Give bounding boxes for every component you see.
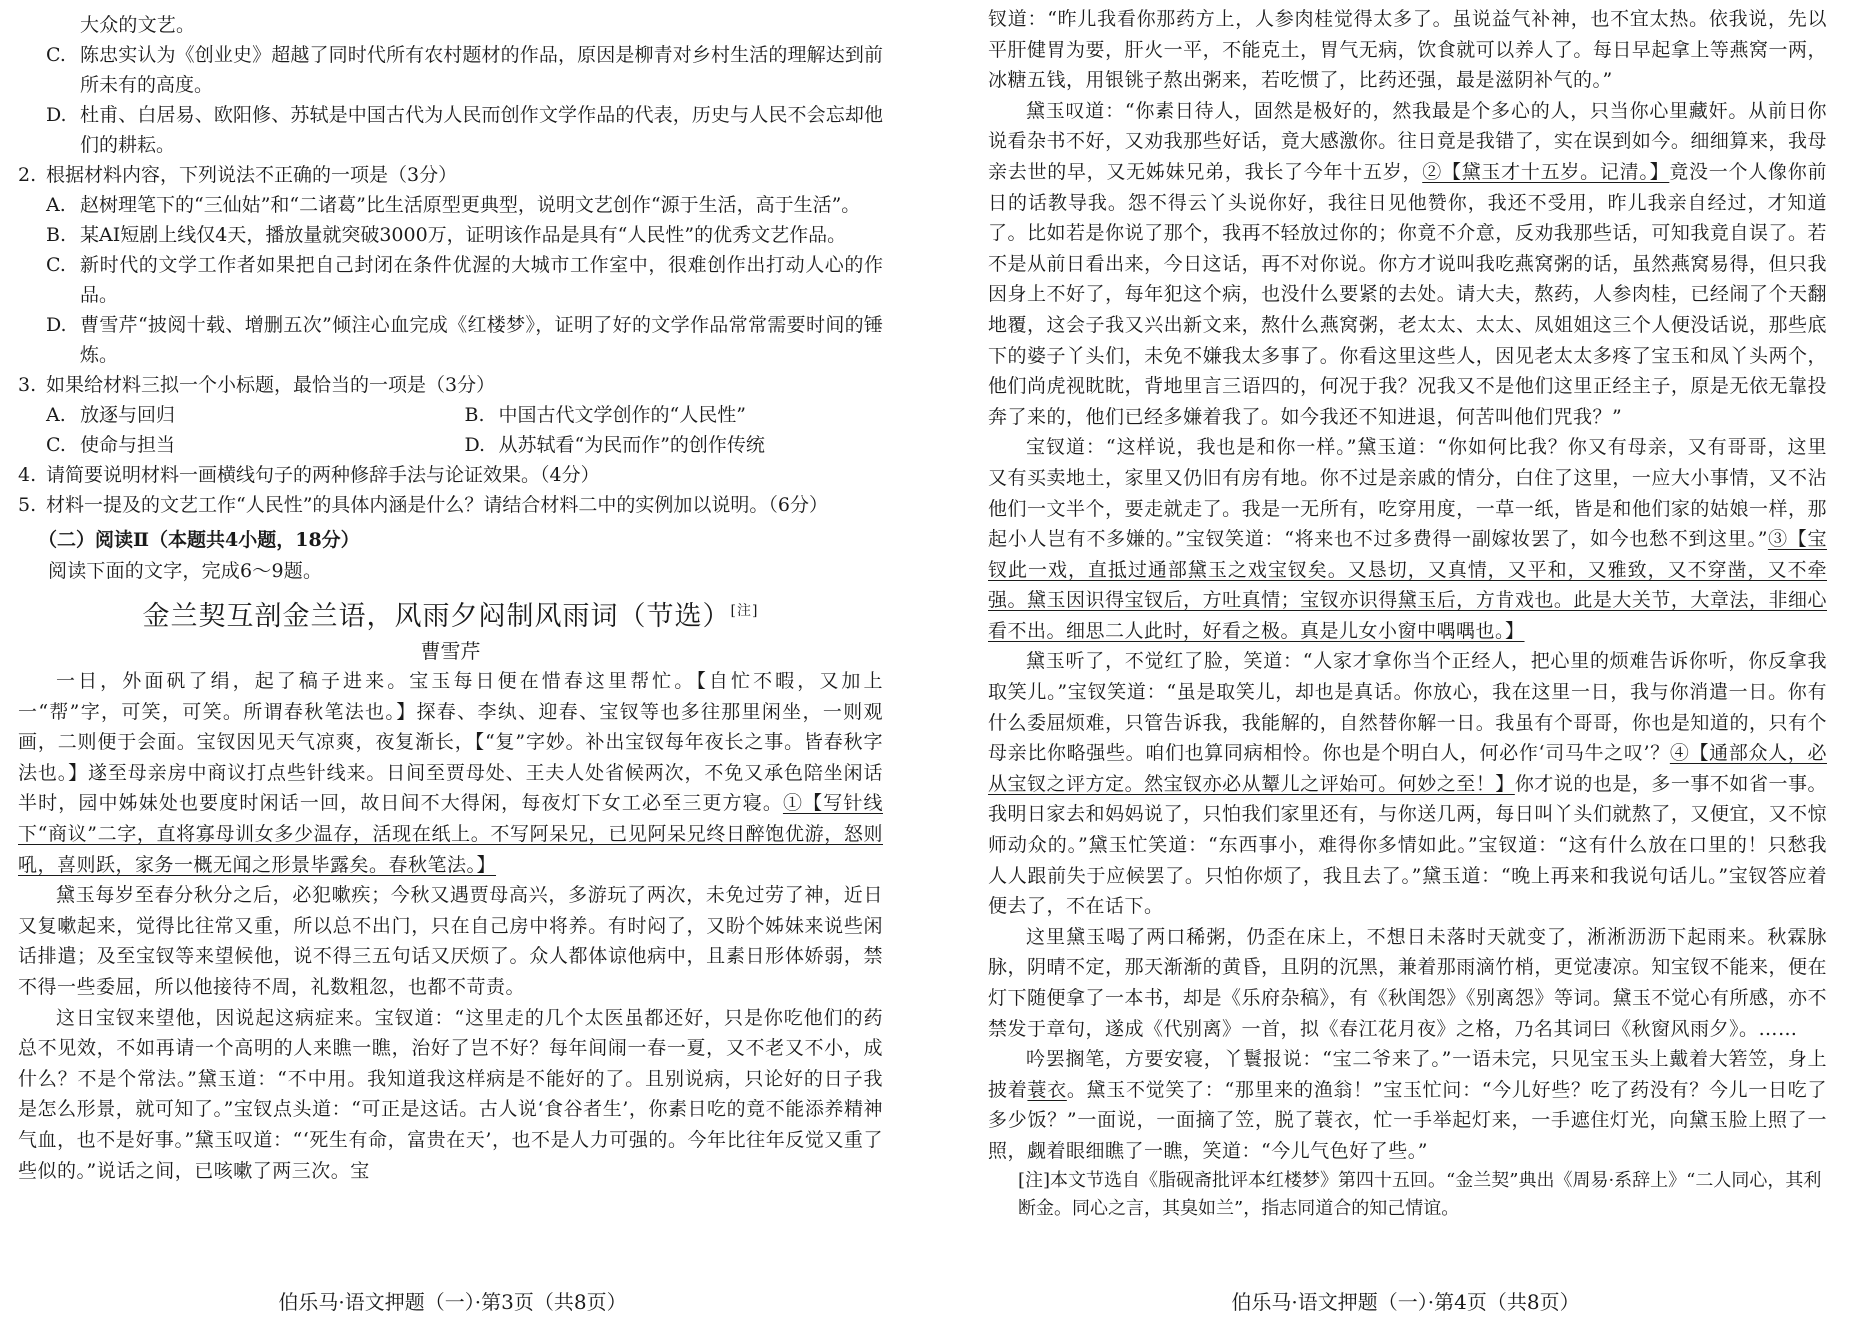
option-label: C. [46, 254, 66, 276]
option-label: A. [46, 194, 66, 216]
annotation-2: ②【黛玉才十五岁。记清。】 [1422, 160, 1670, 183]
passage-paragraph-7: 这里黛玉喝了两口稀粥，仍歪在床上，不想日未落时天就变了，淅淅沥沥下起雨来。秋霖脉脉，阴晴不定，那天渐渐的黄昏，且阴的沉黑，兼着那雨滴竹梢，更觉凄凉。知宝钗不能来，便在灯下随便拿了一本书，却是《乐府杂稿》，有《秋闺怨》《别离怨》等词。黛玉不觉心有所感，亦不禁发于章句，遂成《代别离》一首，拟《春江花月夜》之格，乃名其词曰《秋窗风雨夕》。…… [988, 925, 1828, 1040]
paragraph-text: 一日，外面矾了绢，起了稿子进来。宝玉每日便在惜春这里帮忙。【自忙不暇，又加上一“帮”字，可笑，可笑。所谓春秋笔法也。】探春、李纨、迎春、宝钗等也多往那里闲坐，一则观画，二则便于会面。宝钗因见天气凉爽，夜复渐长，【“复”字妙。补出宝钗每年夜长之事。皆春秋字法也。】遂至母亲房中商议打点些针线来。日间至贾母处、王夫人处省候两次，不免又承色陪坐闲话半时，园中姊妹处也要度时闲话一回，故日间不大得闲，每夜灯下女工必至三更方寝。 [18, 670, 883, 815]
passage-paragraph-6 [988, 646, 1827, 921]
title-note-mark: [注] [730, 603, 759, 619]
option-text: 杜甫、白居易、欧阳修、苏轼是中国古代为人民而创作文学作品的代表，历史与人民不会忘却他们的耕耘。 [80, 104, 883, 156]
q1-tail: 大众的文艺。 [80, 14, 196, 36]
passage-paragraph-2: 黛玉每岁至春分秋分之后，必犯嗽疾；今秋又遇贾母高兴，多游玩了两次，未免过劳了神，近日又复嗽起来，觉得比往常又重，所以总不出门，只在自己房中将养。有时闷了，又盼个姊妹来说些闲话排遣；及至宝钗等来望候他，说不得三五句话又厌烦了。众人都体谅他病中，且素日形体娇弱，禁不得一些委屈，所以他接待不周，礼数粗忽，也都不苛责。 [18, 884, 883, 998]
passage-paragraph-3-cont: 钗道：“昨儿我看你那药方上，人参肉桂觉得太多了。虽说益气补神，也不宜太热。依我说，先以平肝健胃为要，肝火一平，不能克土，胃气无病，饮食就可以养人了。每日早起拿上等燕窝一两，冰糖五钱，用银铫子熬出粥来，若吃惯了，比药还强，最是滋阴补气的。” [988, 8, 1827, 92]
option-label: A. [46, 404, 66, 426]
passage-paragraph-1 [18, 666, 883, 880]
question-5 [18, 490, 883, 520]
passage-title-text: 金兰契互剖金兰语，风雨夕闷制风雨词（节选） [142, 601, 731, 632]
question-text: 请简要说明材料一画横线句子的两种修辞手法与论证效果。（4分） [46, 464, 600, 486]
reading-instruction: 阅读下面的文字，完成6～9题。 [48, 560, 323, 582]
q2-option-d [18, 310, 883, 370]
q2-option-b [18, 220, 883, 250]
question-number: 3. [18, 374, 37, 396]
option-text: 某AI短剧上线仅4天，播放量就突破3000万，证明该作品是具有“人民性”的优秀文艺作品。 [80, 224, 847, 246]
option-text: 曹雪芹“披阅十载、增删五次”倾注心血完成《红楼梦》，证明了好的文学作品常常需要时间的锤炼。 [80, 314, 883, 366]
option-label: B. [46, 224, 67, 246]
question-3 [18, 370, 883, 400]
right-page [958, 0, 1853, 1324]
option-label: D. [46, 314, 67, 336]
paragraph-text: 黛玉叹道：“你素日待人，固然是极好的，然我最是个多心的人，只当你心里藏奸。从前日你说看杂书不好，又劝我那些好话，竟大感激你。往日竟是我错了，实在误到如今。细细算来，我母亲去世的早，又无姊妹兄弟，我长了今年十五岁， [988, 99, 1827, 183]
paragraph-text: 黛玉听了，不觉红了脸，笑道：“人家才拿你当个正经人，把心里的烦难告诉你听，你反拿我取笑儿。”宝钗笑道：“虽是取笑儿，却也是真话。你放心，我在这里一日，我与你消遣一日。你有什么委屈烦难，只管告诉我，我能解的，自然替你解一日。我虽有个哥哥，你也是知道的，只有个母亲比你略强些。咱们也算同病相怜。你也是个明白人，何必作‘司马牛之叹’？ [988, 650, 1827, 765]
annotation-3: ③【宝钗此一戏，直抵过通部黛玉之戏宝钗矣。又恳切，又真情，又平和，又雅致，又不穿凿，又不牵强。黛玉因识得宝钗后，方吐真情；宝钗亦识得黛玉后，方肯戏也。此是大关节，大章法，非细心看不出。细思二人此时，好看之极。真是儿女小窗中喁喁也。】 [988, 528, 1827, 642]
underlined-word: 蓑衣 [1027, 1078, 1067, 1101]
q3-option-a [46, 400, 465, 430]
passage-title [18, 592, 883, 636]
option-text: 新时代的文学工作者如果把自己封闭在条件优渥的大城市工作室中，很难创作出打动人心的作品。 [80, 254, 883, 306]
paragraph-text: 竟没一个人像你前日的话教导我。怨不得云丫头说你好，我往日见他赞你，我还不受用，昨儿我亲自经过，才知道了。比如若是你说了那个，我再不轻放过你的；你竟不介意，反劝我那些话，可知我竟自误了。若不是从前日看出来，今日这话，再不对你说。你方才说叫我吃燕窝粥的话，虽然燕窝易得，但只我因身上不好了，每年犯这个病，也没什么要紧的去处。请大夫，熬药，人参肉桂，已经闹了个天翻地覆，这会子我又兴出新文来，熬什么燕窝粥，老太太、太太、凤姐姐这三个人便没话说，那些底下的婆子丫头们，未免不嫌我太多事了。你看这里这些人，因见老太太多疼了宝玉和凤丫头两个，他们尚虎视眈眈，背地里言三语四的，何况于我？况我又不是他们这里正经主子，原是无依无靠投奔了来的，他们已经多嫌着我了。如今我还不知进退，何苦叫他们咒我？” [988, 160, 1827, 428]
passage-paragraph-3: 这日宝钗来望他，因说起这病症来。宝钗道：“这里走的几个太医虽都还好，只是你吃他们的药总不见效，不如再请一个高明的人来瞧一瞧，治好了岂不好？每年间闹一春一夏，又不老又不小，成什么？不是个常法。”黛玉道：“不中用。我知道我这样病是不能好的了。且别说病，只论好的日子我是怎么形景，就可知了。”宝钗点头道：“可正是这话。古人说‘食谷者生’，你素日吃的竟不能添养精神气血，也不是好事。”黛玉叹道：“‘死生有命，富贵在天’，也不是人力可强的。今年比往年反觉又重了些似的。”说话之间，已咳嗽了两三次。宝 [18, 1006, 883, 1182]
option-text: 放逐与回归 [80, 404, 176, 426]
question-4 [18, 460, 883, 490]
passage-paragraph-5 [988, 432, 1827, 646]
annotation-4: ④【通部众人，必从宝钗之评方定。然宝钗亦必从颦儿之评始可。何妙之至！】 [988, 742, 1827, 795]
option-text: 从苏轼看“为民而作”的创作传统 [498, 434, 765, 456]
question-number: 2. [18, 164, 37, 186]
q2-option-a [18, 190, 883, 220]
passage-author: 曹雪芹 [420, 639, 481, 663]
option-text: 赵树理笔下的“三仙姑”和“二诸葛”比生活原型更典型，说明文艺创作“源于生活，高于生活”。 [80, 194, 861, 216]
question-text: 如果给材料三拟一个小标题，最恰当的一项是（3分） [46, 374, 496, 396]
q2-option-c [18, 250, 883, 310]
passage-paragraph-4 [988, 96, 1827, 433]
paragraph-text: 宝钗道：“这样说，我也是和你一样。”黛玉道：“你如何比我？你又有母亲，又有哥哥，这里又有买卖地土，家里又仍旧有房有地。你不过是亲戚的情分，白住了这里，一应大小事情，又不沾他们一文半个，要走就走了。我是一无所有，吃穿用度，一草一纸，皆是和他们家的姑娘一样，那起小人岂有不多嫌的。”宝钗笑道：“将来也不过多费得一副嫁妆罢了，如今也愁不到这里。” [988, 436, 1827, 551]
q1-option-c [18, 40, 883, 100]
option-label: C. [46, 44, 66, 66]
footnote: [注]本文节选自《脂砚斋批评本红楼梦》第四十五回。“金兰契”典出《周易·系辞上》“二人同心，其利断金。同心之言，其臭如兰”，指志同道合的知己情谊。 [1018, 1169, 1822, 1219]
paragraph-text: 你才说的也是，多一事不如省一事。我明日家去和妈妈说了，只怕我们家里还有，与你送几两，每日叫丫头们就熬了，又便宜，又不惊师动众的。”黛玉忙笑道：“东西事小，难得你多情如此。”宝钗道：“这有什么放在口里的！只愁我人人跟前失于应候罢了。只怕你烦了，我且去了。”黛玉道：“晚上再来和我说句话儿。”宝钗答应着便去了，不在话下。 [988, 772, 1827, 918]
paragraph-text: 吟罢搁笔，方要安寝，丫鬟报说：“宝二爷来了。”一语未完，只见宝玉头上戴着大箬笠，身上披着 [988, 1048, 1827, 1101]
option-text: 陈忠实认为《创业史》超越了同时代所有农村题材的作品，原因是柳青对乡村生活的理解达到前所未有的高度。 [80, 44, 883, 96]
page-footer: 伯乐马·语文押题（一）·第3页（共8页） [278, 1290, 627, 1314]
option-label: D. [46, 104, 67, 126]
q3-options-row-2 [18, 430, 883, 460]
annotation-1: ①【写针线下“商议”二字，直将寡母训女多少温存，活现在纸上。不写阿呆兄，已见阿呆兄终日醉饱优游，怒则吼，喜则跃，家务一概无闻之形景毕露矣。春秋笔法。】 [18, 792, 883, 876]
option-label: C. [46, 434, 66, 456]
q3-option-b [465, 400, 884, 430]
q3-options-row-1 [18, 400, 883, 430]
question-number: 5. [18, 494, 37, 516]
section-heading: （二）阅读Ⅱ（本题共4小题，18分） [38, 529, 360, 551]
q3-option-d [465, 430, 884, 460]
page-footer: 伯乐马·语文押题（一）·第4页（共8页） [1231, 1290, 1580, 1314]
option-text: 使命与担当 [80, 434, 176, 456]
q3-option-c [46, 430, 465, 460]
question-text: 根据材料内容，下列说法不正确的一项是（3分） [46, 164, 458, 186]
question-text: 材料一提及的文艺工作“人民性”的具体内涵是什么？请结合材料二中的实例加以说明。（6分） [46, 494, 829, 516]
left-page [0, 0, 905, 1324]
option-text: 中国古代文学创作的“人民性” [498, 404, 746, 426]
option-label: B. [464, 404, 485, 426]
question-number: 4. [18, 464, 37, 486]
q1-option-d [18, 100, 883, 160]
passage-paragraph-8 [988, 1044, 1827, 1166]
question-2 [18, 160, 883, 190]
option-label: D. [464, 434, 486, 456]
paragraph-text: 。黛玉不觉笑了：“那里来的渔翁！”宝玉忙问：“今儿好些？吃了药没有？今儿一日吃了多少饭？”一面说，一面摘了笠，脱了蓑衣，忙一手举起灯来，一手遮住灯光，向黛玉脸上照了一照，觑着眼细瞧了一瞧，笑道：“今儿气色好了些。” [988, 1078, 1827, 1162]
